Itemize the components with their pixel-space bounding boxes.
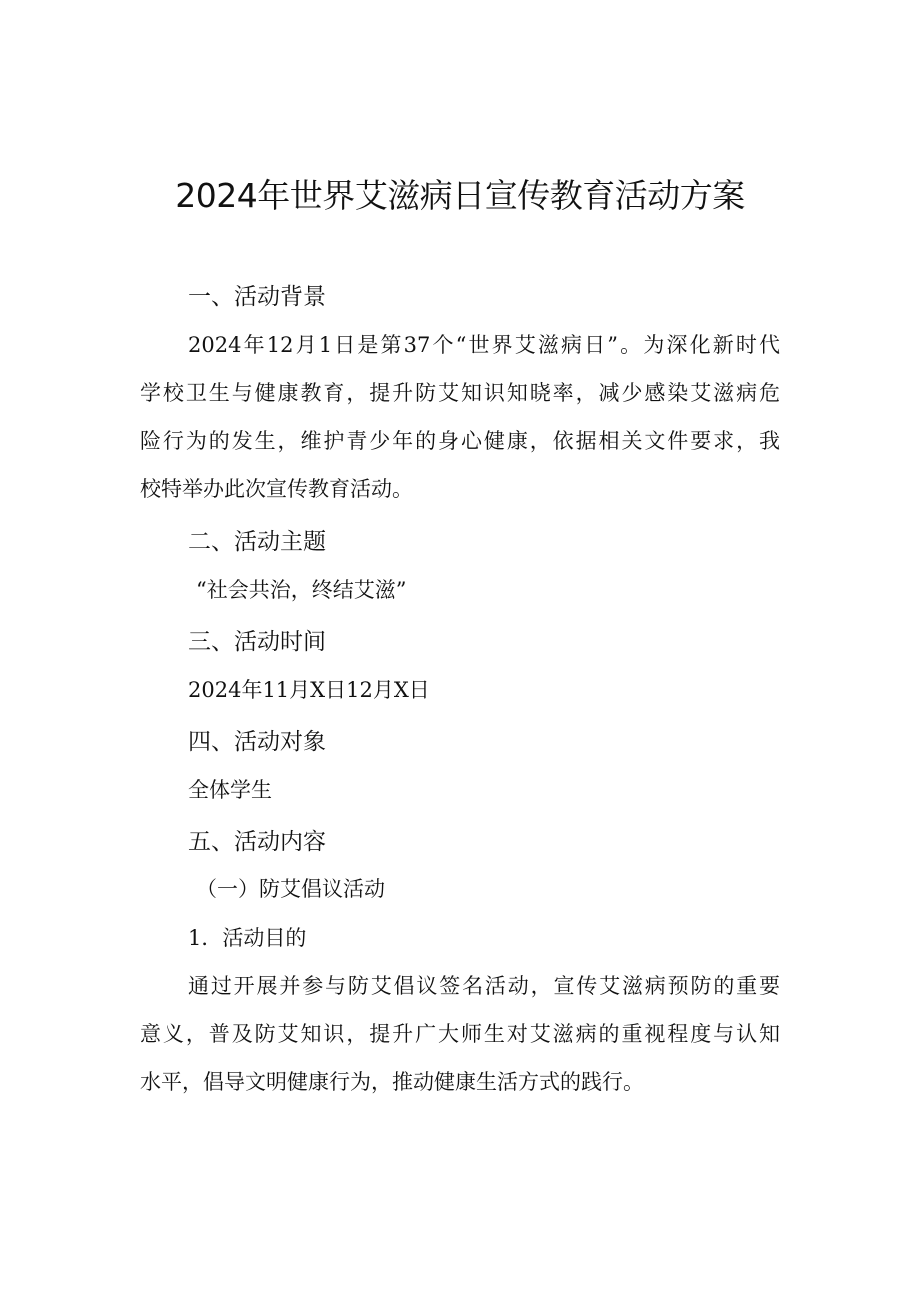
content-line-2: 意义，普及防艾知识，提升广大师生对艾滋病的重视程度与认知 <box>140 1022 780 1046</box>
section-heading-target: 四、活动对象 <box>188 729 326 755</box>
background-line-3: 险行为的发生，维护青少年的身心健康，依据相关文件要求，我 <box>140 429 780 453</box>
background-line-4: 校特举办此次宣传教育活动。 <box>140 477 413 501</box>
section-heading-background: 一、活动背景 <box>188 284 326 310</box>
theme-text: “社会共治，终结艾滋” <box>196 578 407 602</box>
content-item-title: 1．活动目的 <box>188 926 307 950</box>
section-heading-time: 三、活动时间 <box>188 629 326 655</box>
background-line-2: 学校卫生与健康教育，提升防艾知识知晓率，减少感染艾滋病危 <box>140 381 780 405</box>
document-title: 2024年世界艾滋病日宣传教育活动方案 <box>175 176 745 215</box>
section-heading-theme: 二、活动主题 <box>188 529 326 555</box>
content-line-1: 通过开展并参与防艾倡议签名活动，宣传艾滋病预防的重要 <box>188 974 780 998</box>
content-line-3: 水平，倡导文明健康行为，推动健康生活方式的践行。 <box>140 1070 644 1094</box>
target-text: 全体学生 <box>188 778 272 802</box>
content-subheading: （一）防艾倡议活动 <box>196 877 385 901</box>
background-line-1: 2024年12月1日是第37个“世界艾滋病日”。为深化新时代 <box>188 333 780 357</box>
time-text: 2024年11月X日12月X日 <box>188 678 430 702</box>
section-heading-content: 五、活动内容 <box>188 829 326 855</box>
